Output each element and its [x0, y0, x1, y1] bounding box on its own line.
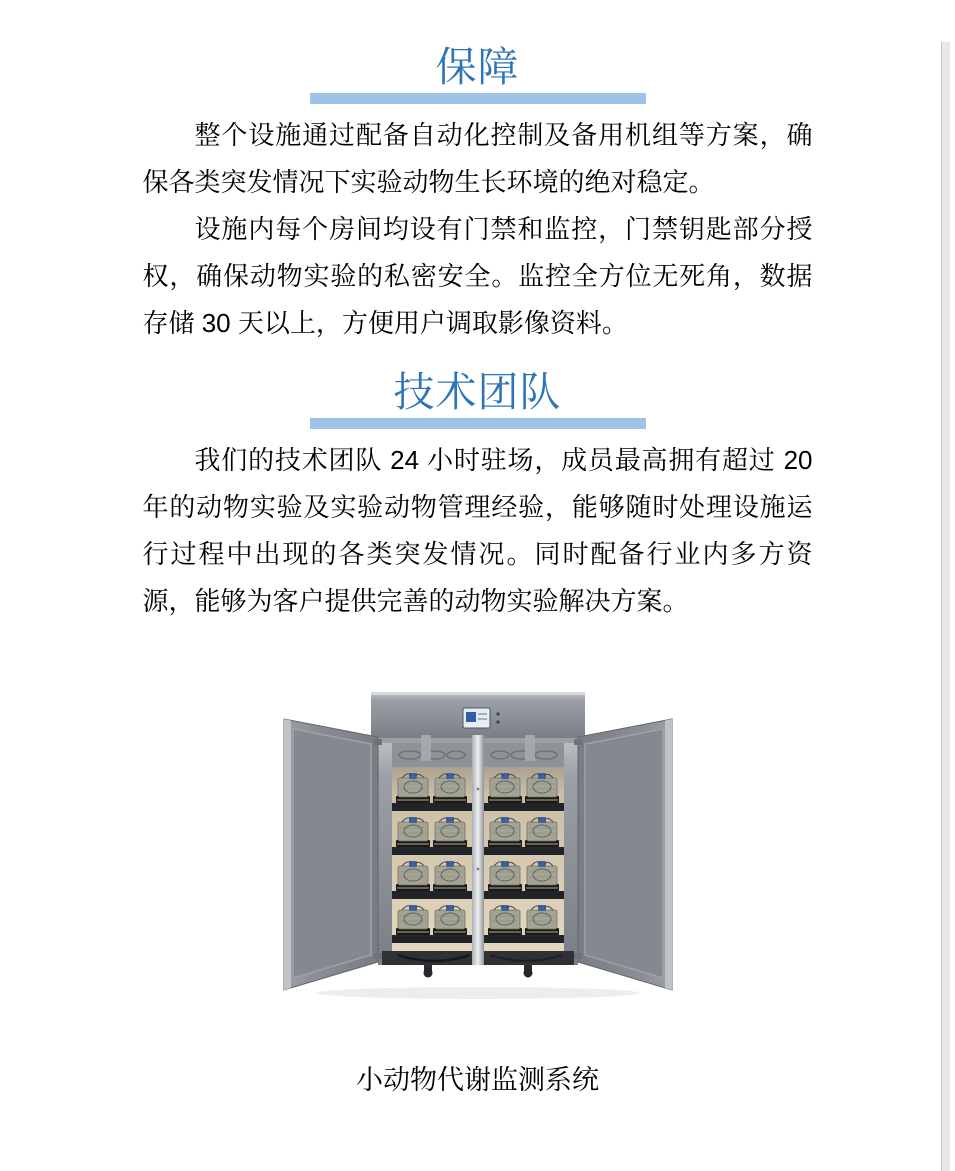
heading-underline-bar	[310, 93, 646, 104]
paragraph: 我们的技术团队 24 小时驻场，成员最高拥有超过 20 年的动物实验及实验动物管理经验，能够随时处理设施运行过程中出现的各类突发情况。同时配备行业内多方资源，能够为客户提供完善的动物实验解决方案。	[142, 445, 813, 616]
section-heading-guarantee: 保障	[435, 44, 520, 90]
cabinet-door-right	[574, 719, 672, 990]
figure-caption: 小动物代谢监测系统	[356, 1065, 599, 1095]
section-heading-tech-team: 技术团队	[393, 369, 562, 415]
section-tech-team	[143, 367, 813, 625]
page-edge	[941, 42, 950, 1171]
center-mullion	[472, 735, 484, 965]
cabinet-door-left	[284, 719, 382, 990]
floor-shadow	[316, 987, 640, 999]
heading-underline-bar	[310, 418, 646, 429]
guarantee-paragraphs	[143, 112, 813, 347]
metabolic-cabinet-illustration	[278, 669, 678, 1019]
section-guarantee	[143, 42, 813, 347]
paragraph: 整个设施通过配备自动化控制及备用机组等方案，确保各类突发情况下实验动物生长环境的绝对稳定。	[142, 120, 813, 197]
tech-team-paragraphs	[143, 437, 813, 625]
document-body	[143, 42, 813, 1095]
product-figure	[278, 669, 678, 1095]
paragraph: 设施内每个房间均设有门禁和监控，门禁钥匙部分授权，确保动物实验的私密安全。监控全方位无死角，数据存储 30 天以上，方便用户调取影像资料。	[142, 214, 813, 338]
